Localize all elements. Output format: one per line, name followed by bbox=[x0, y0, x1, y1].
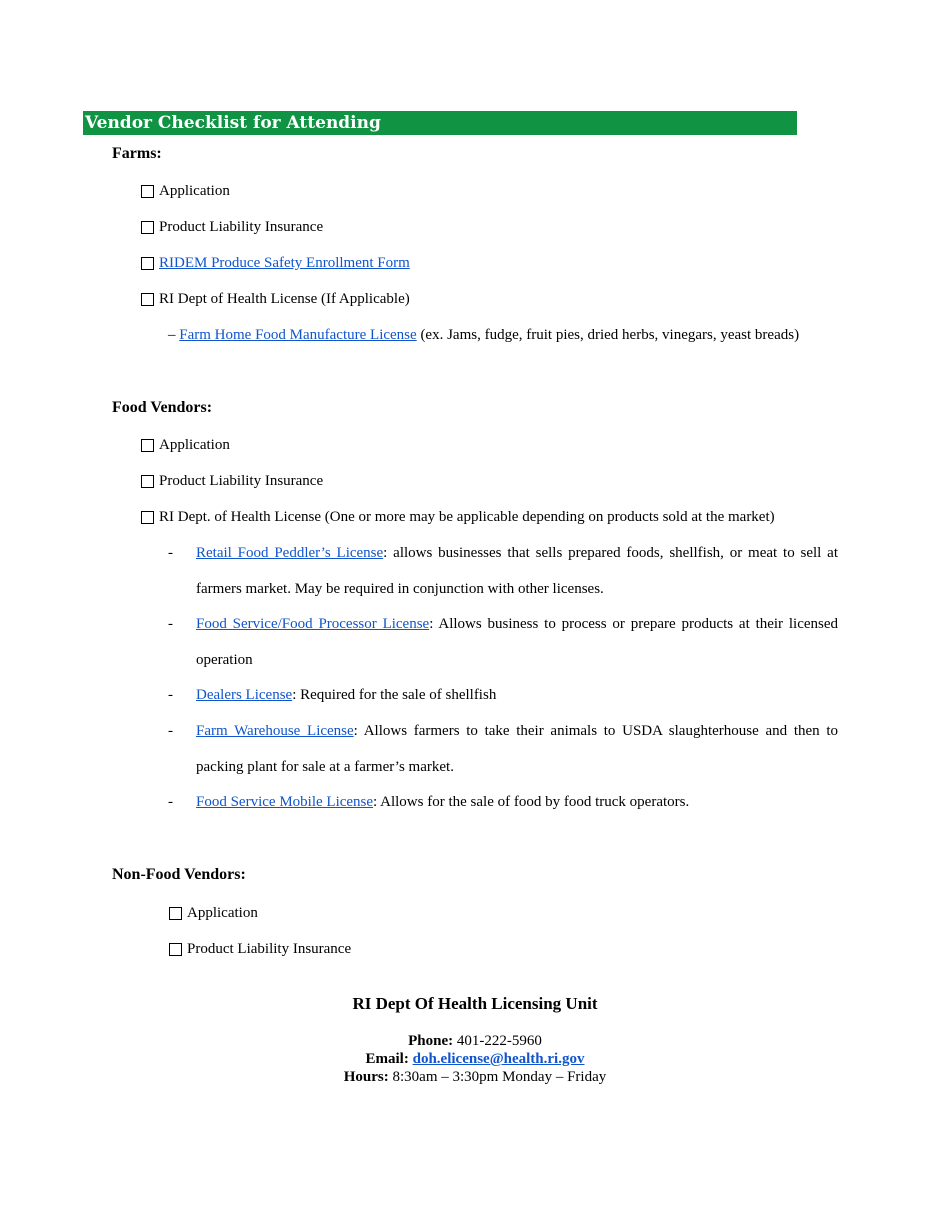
checkbox[interactable] bbox=[141, 257, 154, 270]
nonfood-checklist-item[interactable] bbox=[169, 941, 351, 958]
phone-label: Phone: bbox=[408, 1033, 454, 1049]
food-checklist-item[interactable] bbox=[141, 473, 323, 490]
checkbox[interactable] bbox=[169, 907, 182, 920]
hours-value: 8:30am – 3:30pm Monday – Friday bbox=[388, 1069, 607, 1085]
bullet: - bbox=[168, 545, 173, 561]
license-item bbox=[196, 687, 838, 704]
checkbox[interactable] bbox=[169, 943, 182, 956]
checkbox[interactable] bbox=[141, 439, 154, 452]
nonfood-checklist-item[interactable] bbox=[169, 905, 258, 922]
email-label: Email: bbox=[365, 1051, 409, 1067]
farms-checklist-item[interactable] bbox=[141, 255, 410, 272]
food-checklist-item[interactable] bbox=[141, 509, 775, 526]
license-description: : Allows farmers to take their animals to USDA slaughterhouse and then to bbox=[353, 723, 838, 739]
license-description: : Allows for the sale of food by food truck operators. bbox=[373, 794, 690, 810]
license-description: : allows businesses that sells prepared foods, shellfish, or meat to sell at bbox=[383, 545, 839, 561]
phone-value: 401-222-5960 bbox=[453, 1033, 542, 1049]
license-description-cont: packing plant for sale at a farmer’s market. bbox=[196, 759, 454, 775]
contact-hours bbox=[0, 1069, 950, 1086]
email-link[interactable]: doh.elicense@health.ri.gov bbox=[412, 1051, 585, 1067]
item-label: Application bbox=[159, 183, 230, 199]
item-label: Application bbox=[187, 905, 258, 921]
license-item bbox=[196, 616, 838, 633]
checkbox[interactable] bbox=[141, 511, 154, 524]
item-label: Product Liability Insurance bbox=[159, 473, 324, 489]
bullet: - bbox=[168, 794, 173, 810]
checkbox[interactable] bbox=[141, 293, 154, 306]
ridem-form-link[interactable]: RIDEM Produce Safety Enrollment Form bbox=[159, 255, 410, 271]
hours-label: Hours: bbox=[343, 1069, 389, 1085]
food-checklist-item[interactable] bbox=[141, 437, 230, 454]
farm-home-food-license-link[interactable]: Farm Home Food Manufacture License bbox=[179, 327, 417, 343]
license-description: : Required for the sale of shellfish bbox=[292, 687, 497, 703]
page-title: Vendor Checklist for Attending bbox=[83, 111, 797, 135]
checkbox[interactable] bbox=[141, 185, 154, 198]
food-service-processor-link[interactable]: Food Service/Food Processor License bbox=[196, 616, 430, 632]
dash-prefix: – bbox=[168, 327, 180, 343]
food-service-mobile-link[interactable]: Food Service Mobile License bbox=[196, 794, 374, 810]
license-item bbox=[196, 545, 838, 562]
farm-warehouse-license-link[interactable]: Farm Warehouse License bbox=[196, 723, 354, 739]
contact-title: RI Dept Of Health Licensing Unit bbox=[352, 994, 598, 1013]
checkbox[interactable] bbox=[141, 475, 154, 488]
bullet: - bbox=[168, 616, 173, 632]
bullet: - bbox=[168, 723, 173, 739]
non-food-vendors-heading: Non-Food Vendors: bbox=[112, 866, 246, 883]
checkbox[interactable] bbox=[141, 221, 154, 234]
dealers-license-link[interactable]: Dealers License bbox=[196, 687, 293, 703]
item-label: RI Dept. of Health License (One or more may be applicable depending on products sold at the market) bbox=[159, 509, 775, 525]
farms-heading: Farms: bbox=[112, 145, 162, 162]
contact-phone bbox=[0, 1033, 950, 1050]
farms-checklist-item[interactable] bbox=[141, 219, 323, 236]
retail-food-peddler-link[interactable]: Retail Food Peddler’s License bbox=[196, 545, 384, 561]
item-label: RI Dept of Health License (If Applicable) bbox=[159, 291, 410, 307]
farm-license-subitem bbox=[168, 327, 799, 344]
license-description-cont: farmers market. May be required in conjunction with other licenses. bbox=[196, 581, 604, 597]
license-item bbox=[196, 723, 838, 740]
food-vendors-heading: Food Vendors: bbox=[112, 399, 213, 416]
farms-checklist-item[interactable] bbox=[141, 291, 410, 308]
contact-email bbox=[0, 1051, 950, 1068]
item-label: Product Liability Insurance bbox=[159, 219, 324, 235]
item-label: Application bbox=[159, 437, 230, 453]
bullet: - bbox=[168, 687, 173, 703]
subitem-text: (ex. Jams, fudge, fruit pies, dried herbs, vinegars, yeast breads) bbox=[416, 327, 800, 343]
license-item bbox=[196, 794, 838, 811]
license-description: : Allows business to process or prepare products at their licensed bbox=[429, 616, 839, 632]
item-label: Product Liability Insurance bbox=[187, 941, 352, 957]
license-description-cont: operation bbox=[196, 652, 253, 668]
farms-checklist-item[interactable] bbox=[141, 183, 230, 200]
